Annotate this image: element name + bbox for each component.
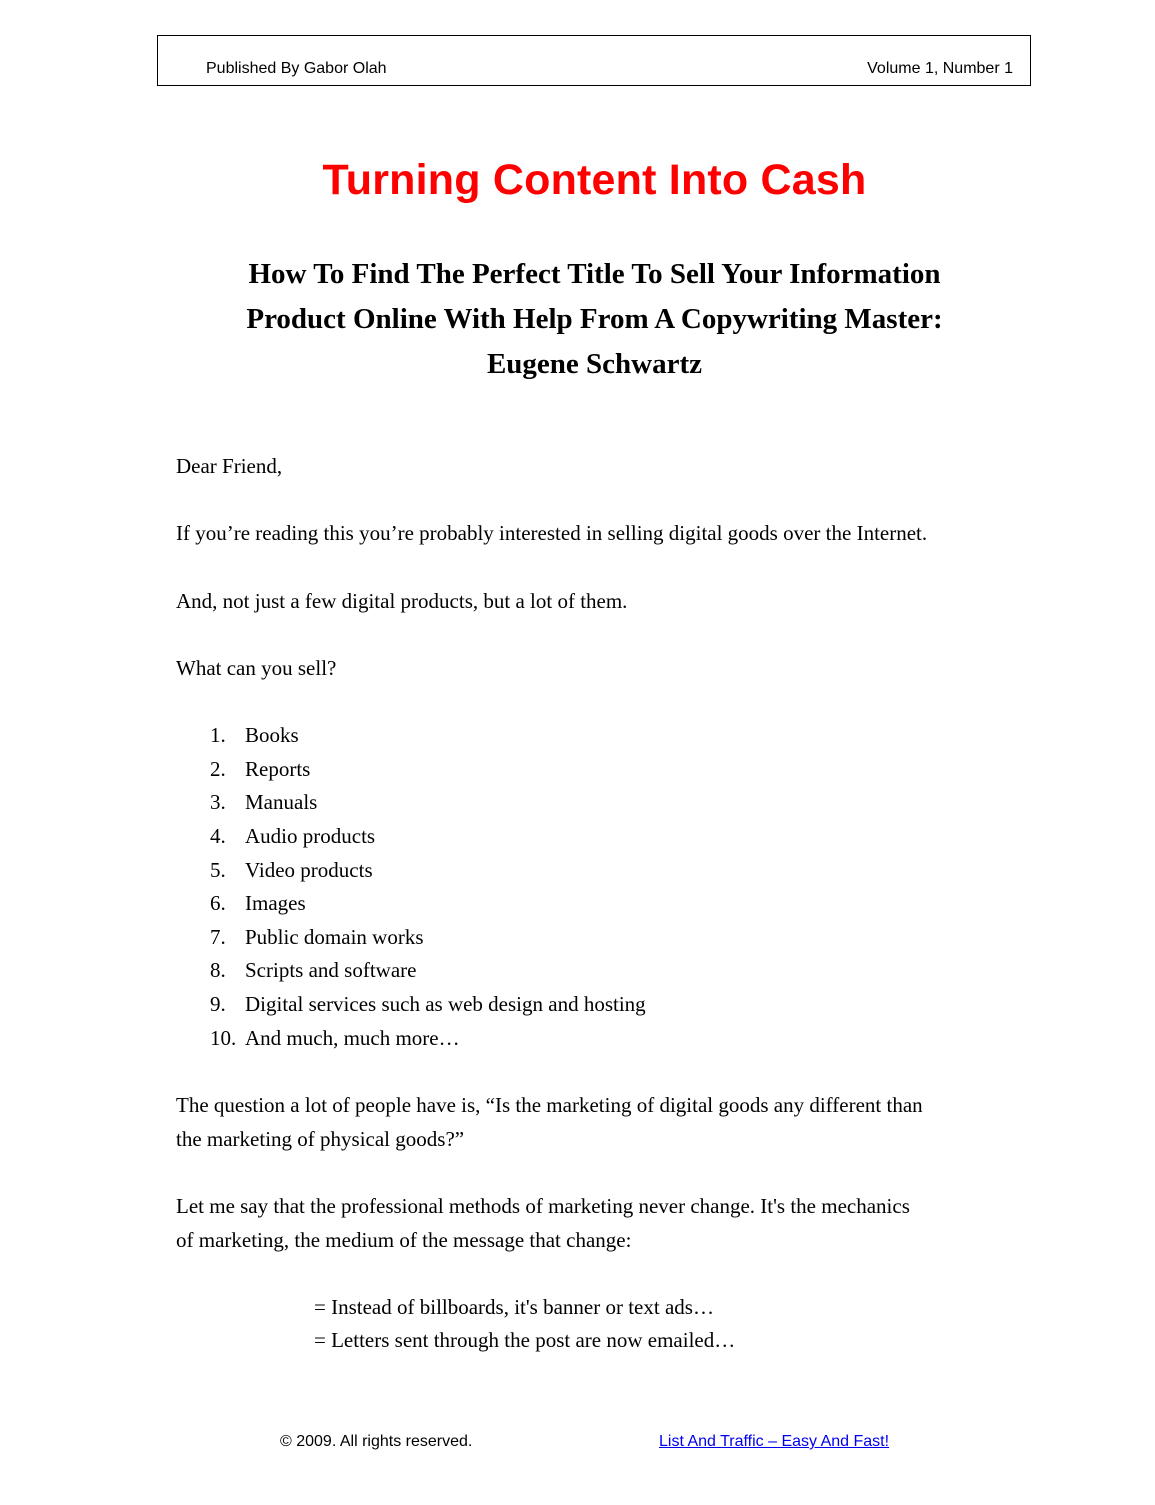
list-item xyxy=(210,887,306,921)
paragraph: Let me say that the professional methods of marketing never change. It's the mechanics xyxy=(176,1194,910,1218)
list-item xyxy=(210,854,373,888)
list-text: Manuals xyxy=(245,790,318,814)
footer-link[interactable]: List And Traffic – Easy And Fast! xyxy=(659,1433,890,1450)
subtitle xyxy=(0,252,1155,387)
list-item xyxy=(210,954,416,988)
list-number: 4. xyxy=(210,824,226,848)
indented-line: = Letters sent through the post are now emailed… xyxy=(314,1328,736,1352)
paragraph: the marketing of physical goods?” xyxy=(176,1127,465,1151)
list-text: Digital services such as web design and hosting xyxy=(245,992,646,1016)
list-number: 10. xyxy=(210,1026,237,1050)
list-number: 3. xyxy=(210,790,226,814)
list-text: Video products xyxy=(245,858,373,882)
list-number: 8. xyxy=(210,958,226,982)
list-item xyxy=(210,786,317,820)
list-text: Scripts and software xyxy=(245,958,417,982)
list-item xyxy=(210,1022,460,1056)
paragraph: And, not just a few digital products, but a lot of them. xyxy=(176,589,628,613)
header-box xyxy=(157,35,1031,86)
list-text: Books xyxy=(245,723,299,747)
subtitle-line: Eugene Schwartz xyxy=(486,348,703,380)
paragraph: If you’re reading this you’re probably interested in selling digital goods over the Internet. xyxy=(176,521,928,545)
list-text: And much, much more… xyxy=(245,1026,460,1050)
list-number: 1. xyxy=(210,723,226,747)
list-item xyxy=(210,820,375,854)
list-number: 6. xyxy=(210,891,226,915)
paragraph: What can you sell? xyxy=(176,656,337,680)
volume-text: Volume 1, Number 1 xyxy=(867,60,1013,77)
list-text: Audio products xyxy=(245,824,376,848)
list-number: 9. xyxy=(210,992,226,1016)
list-text: Public domain works xyxy=(245,925,424,949)
list-number: 2. xyxy=(210,757,226,781)
list-number: 7. xyxy=(210,925,226,949)
publisher-text: Published By Gabor Olah xyxy=(206,60,387,77)
paragraph: The question a lot of people have is, “Is the marketing of digital goods any different than xyxy=(176,1093,923,1117)
list-item xyxy=(210,753,310,787)
list-item xyxy=(210,988,646,1022)
list-item xyxy=(210,921,424,955)
page-title: Turning Content Into Cash xyxy=(322,156,867,204)
list-text: Images xyxy=(245,891,306,915)
greeting: Dear Friend, xyxy=(176,454,283,478)
list-item xyxy=(210,719,299,753)
indented-line: = Instead of billboards, it's banner or text ads… xyxy=(314,1295,714,1319)
footer-copyright: © 2009. All rights reserved. xyxy=(280,1433,473,1450)
list-number: 5. xyxy=(210,858,226,882)
subtitle-line: How To Find The Perfect Title To Sell Your Information xyxy=(248,258,941,290)
paragraph: of marketing, the medium of the message that change: xyxy=(176,1228,632,1252)
list-text: Reports xyxy=(245,757,311,781)
subtitle-line: Product Online With Help From A Copywriting Master: xyxy=(246,303,943,335)
